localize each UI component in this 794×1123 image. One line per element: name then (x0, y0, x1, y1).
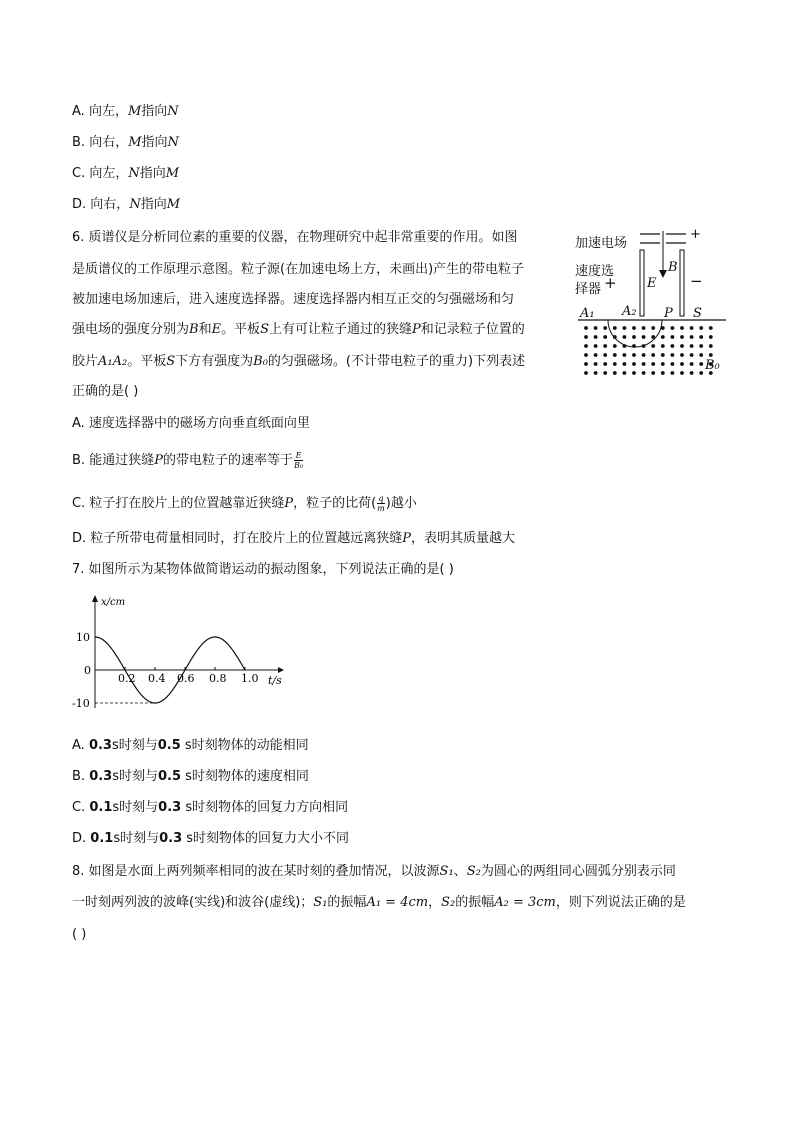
fraction-q-over-m: $\frac{q}{m}$ (377, 494, 385, 513)
field-dot (661, 335, 665, 339)
field-dot (690, 335, 694, 339)
field-dot (671, 344, 675, 348)
field-dot (584, 371, 588, 375)
field-dot (584, 353, 588, 357)
q6-stem-line2: 是质谱仪的工作原理示意图。粒子源(在加速电场上方，未画出)产生的带电粒子 (72, 262, 525, 277)
field-dot (690, 371, 694, 375)
field-dot (603, 326, 607, 330)
mass-spectrometer-figure (572, 228, 732, 378)
y-axis-label: x/cm (101, 597, 126, 608)
field-dot (671, 326, 675, 330)
field-dot (642, 326, 646, 330)
q7-option-a: A. 0.3s时刻与0.5 s时刻物体的动能相同 (72, 738, 309, 753)
q6-stem-line1: 6. 质谱仪是分析同位素的重要的仪器，在物理研究中起非常重要的作用。如图 (72, 230, 518, 245)
field-dot (642, 353, 646, 357)
field-dot (613, 344, 617, 348)
field-dot (680, 326, 684, 330)
field-dot (632, 344, 636, 348)
field-dot (603, 371, 607, 375)
q5-option-d: D. 向右，N指向M (72, 197, 181, 212)
q7-stem: 7. 如图所示为某物体做简谐运动的振动图象，下列说法正确的是( ) (72, 562, 454, 577)
y-tick-neg10: -10 (72, 697, 90, 710)
q7-option-c: C. 0.1s时刻与0.3 s时刻物体的回复力方向相同 (72, 800, 349, 815)
speed-selector-label-2: 择器 (575, 282, 602, 297)
q6-option-d: D. 粒子所带电荷量相同时，打在胶片上的位置越远离狭缝P，表明其质量越大 (72, 531, 516, 546)
q6-stem-line3: 被加速电场加速后，进入速度选择器。速度选择器内相互正交的匀强磁场和匀 (72, 292, 515, 307)
field-dot (709, 335, 713, 339)
field-dot (690, 344, 694, 348)
q8-stem-line2: 一时刻两列波的波峰(实线)和波谷(虚线)；S₁的振幅A₁ = 4cm，S₂的振幅A₂ = 3cm，则下列说法正确的是 (72, 895, 686, 910)
field-dot (613, 371, 617, 375)
q6-option-a: A. 速度选择器中的磁场方向垂直纸面向里 (72, 416, 310, 431)
field-dot (680, 371, 684, 375)
x-tick-0.2: 0.2 (118, 672, 136, 685)
accel-plus-sign: + (690, 227, 701, 242)
field-dot (613, 362, 617, 366)
field-dot (651, 371, 655, 375)
y-axis-arrow (92, 595, 98, 602)
field-dot (671, 371, 675, 375)
field-dot (623, 362, 627, 366)
q6-stem-line4: 强电场的强度分别为B和E。平板S上有可让粒子通过的狭缝P和记录粒子位置的 (72, 322, 525, 337)
label-a1: A₁ (580, 306, 595, 321)
field-dot (603, 335, 607, 339)
y-tick-0: 0 (84, 664, 91, 677)
q5-option-b: B. 向右，M指向N (72, 135, 179, 150)
field-dot (651, 326, 655, 330)
selector-minus-sign: − (690, 272, 703, 290)
label-b: B (668, 260, 678, 275)
field-dot (632, 371, 636, 375)
field-dot (699, 353, 703, 357)
field-dot (642, 371, 646, 375)
field-dot (584, 335, 588, 339)
field-dot (661, 326, 665, 330)
field-dot (680, 344, 684, 348)
field-dot (594, 353, 598, 357)
selector-plus-sign: + (604, 274, 617, 292)
field-dot (671, 335, 675, 339)
field-dot (632, 353, 636, 357)
field-dot (680, 353, 684, 357)
speed-selector-label-1: 速度选 (575, 264, 615, 279)
field-dot (651, 335, 655, 339)
field-dot (699, 371, 703, 375)
x-tick-0.8: 0.8 (209, 672, 227, 685)
accel-field-label: 加速电场 (575, 236, 628, 251)
field-dot (632, 326, 636, 330)
x-axis-arrow (278, 667, 284, 673)
field-dot (671, 362, 675, 366)
field-dot (699, 326, 703, 330)
field-dot (661, 353, 665, 357)
q6-stem-line6: 正确的是( ) (72, 384, 139, 399)
field-dot (671, 353, 675, 357)
field-dot (623, 371, 627, 375)
field-dot (613, 335, 617, 339)
field-dot (699, 335, 703, 339)
q6-option-c: C. 粒子打在胶片上的位置越靠近狭缝P，粒子的比荷( $\frac{q}{m}$ )越小 (72, 494, 417, 513)
field-dot (709, 326, 713, 330)
field-dot (632, 362, 636, 366)
label-e: E (647, 276, 657, 291)
label-a2: A₂ (622, 304, 637, 319)
magnetic-field-dots (584, 326, 713, 375)
q5-option-c: C. 向左，N指向M (72, 166, 180, 181)
field-dot (642, 362, 646, 366)
field-dot (594, 335, 598, 339)
label-s: S (693, 306, 702, 321)
q7-option-d: D. 0.1s时刻与0.3 s时刻物体的回复力大小不同 (72, 831, 350, 846)
field-dot (680, 335, 684, 339)
field-dot (690, 362, 694, 366)
field-dot (594, 344, 598, 348)
x-tick-0.6: 0.6 (177, 672, 195, 685)
label-p: P (664, 306, 673, 321)
field-dot (709, 353, 713, 357)
x-tick-1.0: 1.0 (241, 672, 259, 685)
field-dot (661, 362, 665, 366)
q8-stem-line3: ( ) (72, 927, 87, 942)
q7-option-b: B. 0.3s时刻与0.5 s时刻物体的速度相同 (72, 769, 309, 784)
field-dot (680, 362, 684, 366)
field-dot (584, 326, 588, 330)
field-dot (651, 362, 655, 366)
field-dot (642, 335, 646, 339)
field-dot (690, 353, 694, 357)
label-b0: B₀ (705, 358, 720, 373)
field-dot (603, 353, 607, 357)
field-dot (651, 353, 655, 357)
field-dot (699, 344, 703, 348)
field-dot (642, 344, 646, 348)
field-dot (623, 335, 627, 339)
q6-stem-line5: 胶片A₁A₂。平板S下方有强度为B₀的匀强磁场。(不计带电粒子的重力)下列表述 (72, 354, 526, 369)
field-dot (632, 335, 636, 339)
field-dot (594, 326, 598, 330)
oscillation-graph (70, 590, 290, 720)
field-dot (584, 344, 588, 348)
field-dot (651, 344, 655, 348)
q8-stem-line1: 8. 如图是水面上两列频率相同的波在某时刻的叠加情况，以波源S₁、S₂为圆心的两组同心圆弧分别表示同 (72, 864, 676, 879)
oscillation-chart-svg (70, 590, 290, 720)
field-dot (623, 344, 627, 348)
field-dot (690, 326, 694, 330)
field-dot (613, 326, 617, 330)
q6-option-b: B. 能通过狭缝P的带电粒子的速率等于 $\frac{E}{\text{B₀}}$ (72, 451, 304, 470)
field-dot (623, 353, 627, 357)
field-dot (603, 344, 607, 348)
field-dot (699, 362, 703, 366)
field-dot (661, 371, 665, 375)
x-axis-label: t/s (268, 674, 282, 687)
x-tick-0.4: 0.4 (148, 672, 166, 685)
y-tick-10: 10 (76, 631, 90, 644)
field-dot (709, 344, 713, 348)
field-dot (613, 353, 617, 357)
field-dot (594, 362, 598, 366)
field-dot (661, 344, 665, 348)
q5-option-a: A. 向左，M指向N (72, 104, 179, 119)
fraction-e-over-b0: $\frac{E}{\text{B₀}}$ (293, 451, 304, 470)
field-dot (623, 326, 627, 330)
field-dot (603, 362, 607, 366)
field-dot (594, 371, 598, 375)
field-dot (584, 362, 588, 366)
